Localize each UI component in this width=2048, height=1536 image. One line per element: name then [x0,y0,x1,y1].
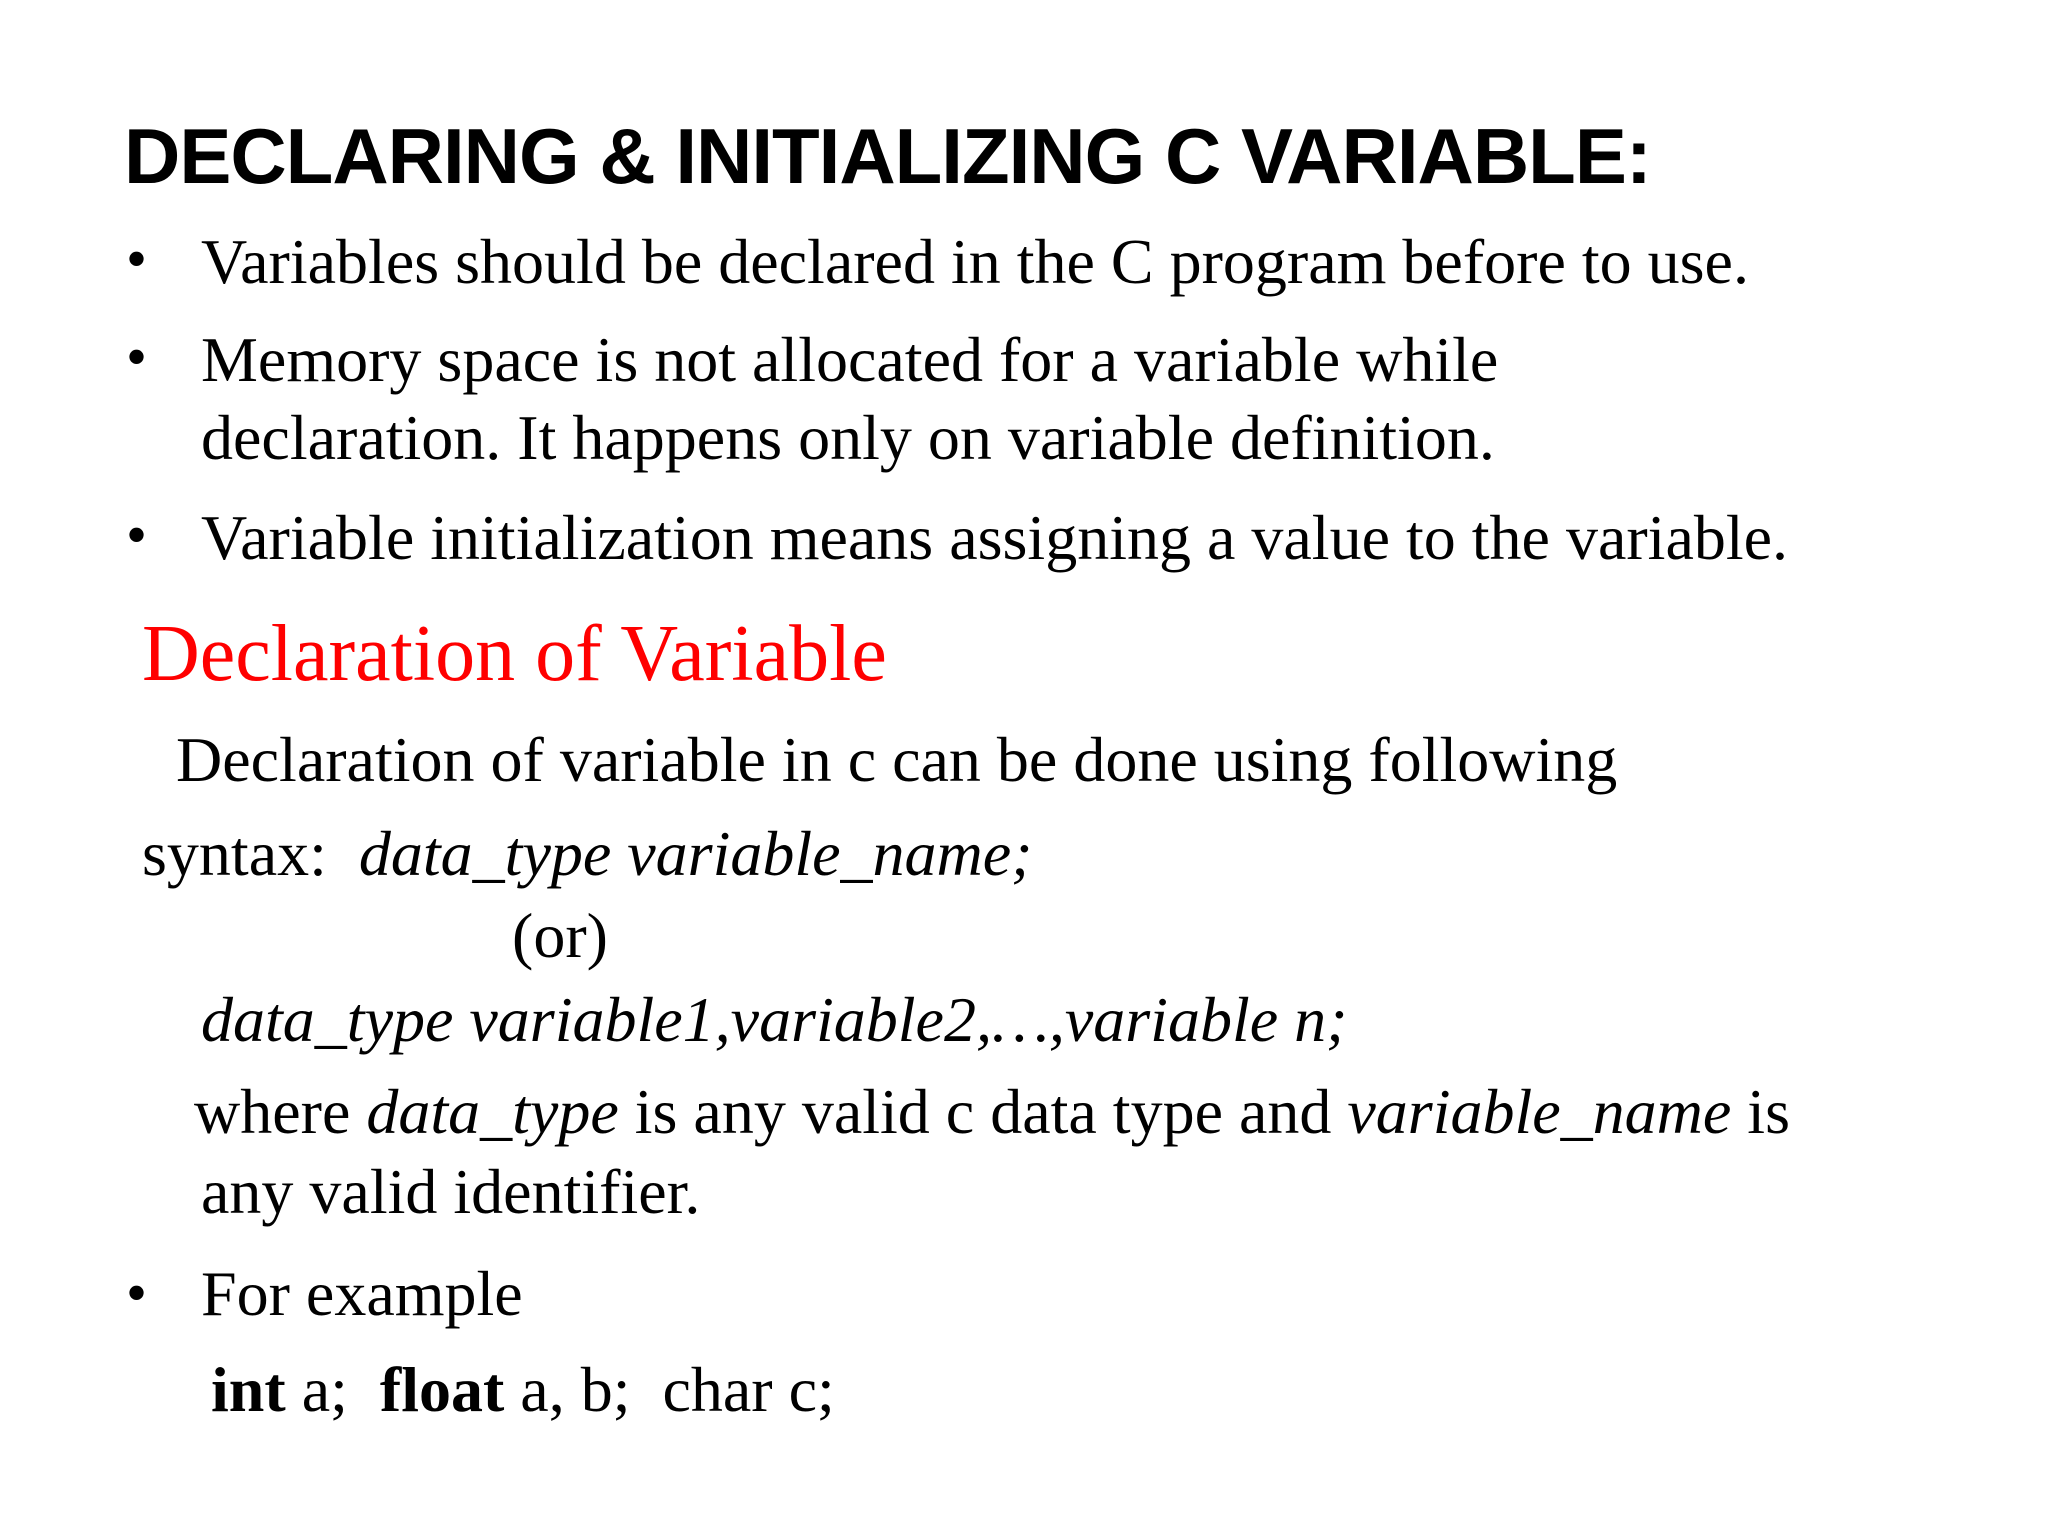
slide-title: DECLARING & INITIALIZING C VARIABLE: [124,112,1651,200]
bullet-marker: • [126,324,148,390]
bullet-marker: • [126,1260,148,1326]
where-term-data-type: data_type [366,1076,619,1147]
example-int-rest: a; [285,1354,380,1425]
syntax-or: (or) [512,900,608,971]
bullet-marker: • [126,502,148,568]
where-middle: is any valid c data type and [618,1076,1348,1147]
example-float-rest: a, b; char c; [504,1354,835,1425]
where-line1 [194,1072,1790,1152]
bullet-text-initialization: Variable initialization means assigning a value to the variable. [201,502,1789,573]
example-code-line [211,1350,835,1430]
bullet-text-memory-line2: declaration. It happens only on variable definition. [201,402,1495,473]
syntax-label: syntax: [142,818,327,889]
syntax-line [142,814,1032,894]
where-prefix: where [194,1076,367,1147]
declaration-intro: Declaration of variable in c can be done using following [176,724,1618,795]
bullet-marker: • [126,226,148,292]
keyword-float: float [379,1354,505,1425]
where-term-variable-name: variable_name [1347,1076,1732,1147]
where-line2: any valid identifier. [201,1156,701,1227]
where-suffix: is [1731,1076,1790,1147]
syntax-form2 [201,980,1347,1060]
bullet-text-for-example: For example [201,1258,523,1329]
subheading-declaration: Declaration of Variable [142,610,887,698]
syntax-form2-text: data_type variable1,variable2,…,variable n; [201,984,1348,1055]
keyword-int: int [211,1354,286,1425]
bullet-text-memory-line1: Memory space is not allocated for a variable while [201,324,1499,395]
syntax-form1: data_type variable_name; [358,818,1033,889]
bullet-text-declare-before-use: Variables should be declared in the C program before to use. [201,226,1749,297]
